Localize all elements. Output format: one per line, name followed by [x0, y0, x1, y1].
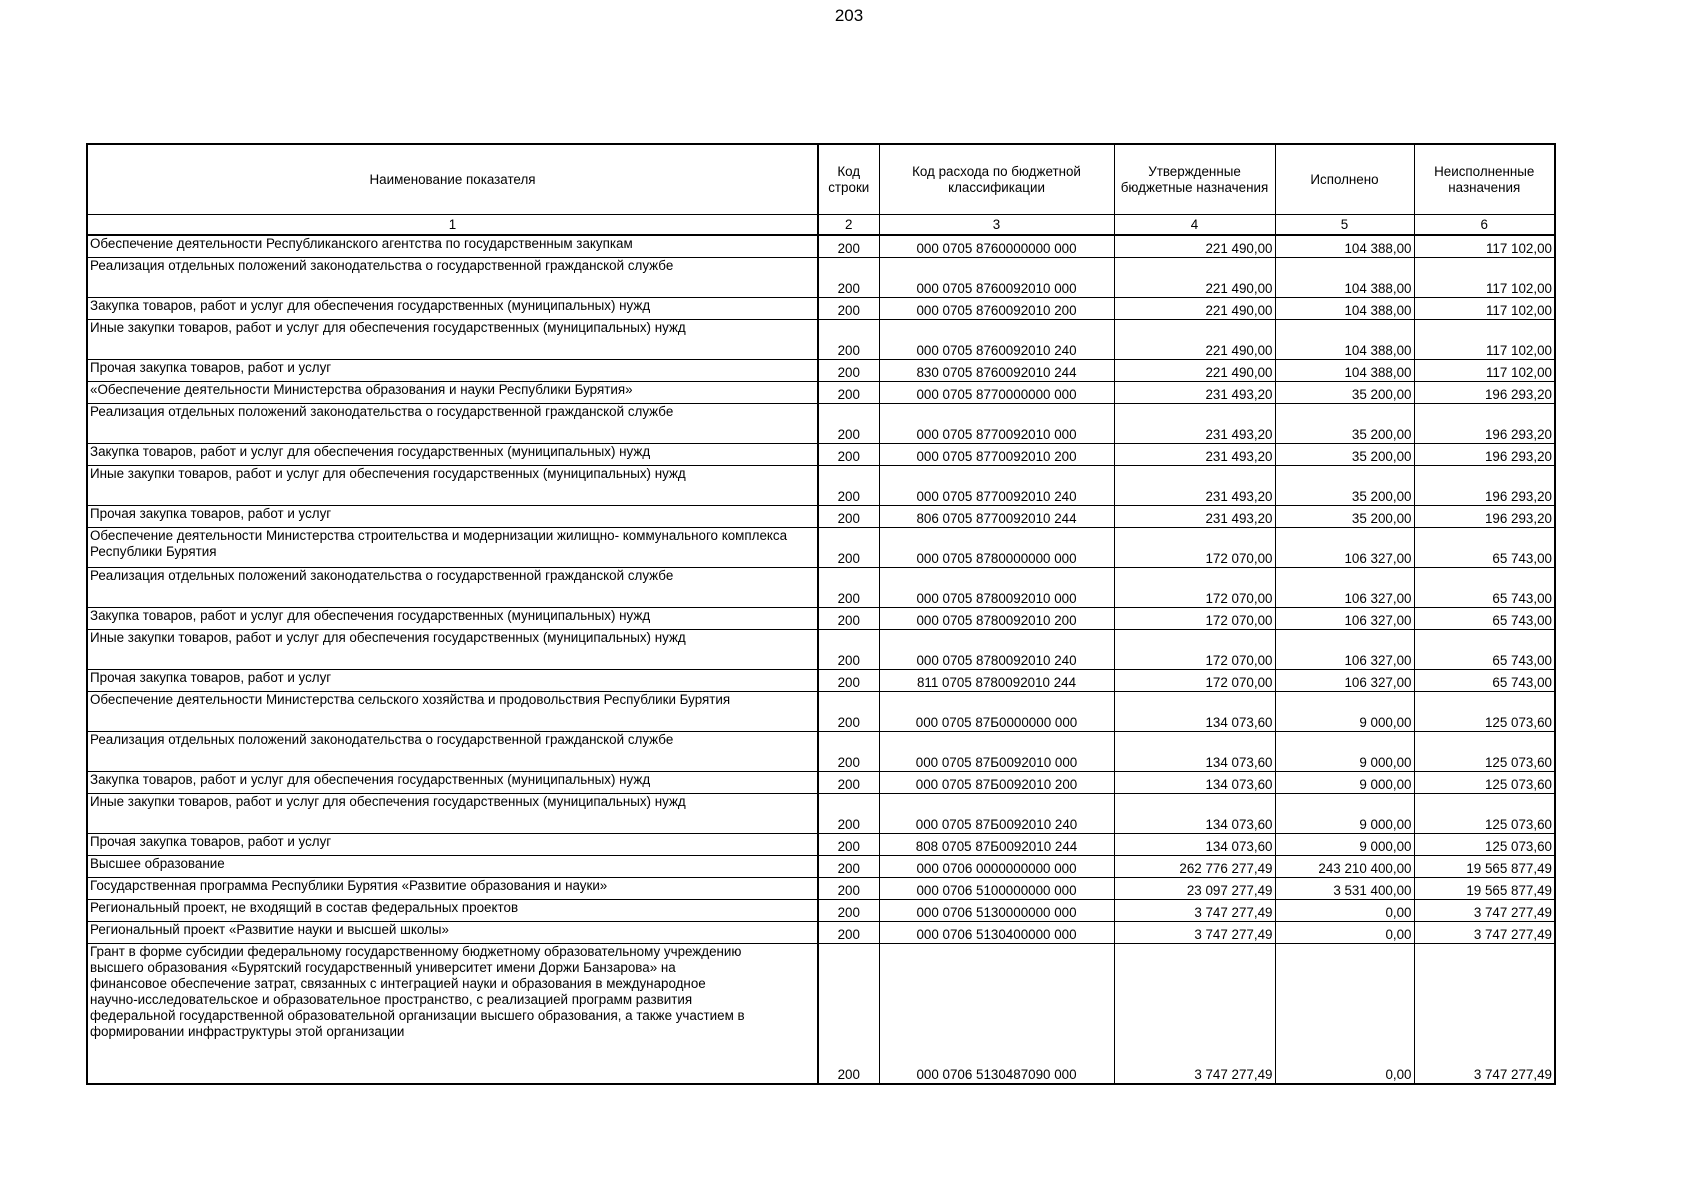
budget-code-cell: 000 0705 8760000000 000 — [879, 235, 1114, 257]
column-number: 1 — [87, 215, 818, 236]
line-code-cell: 200 — [818, 567, 879, 607]
header-budget-code: Код расхода по бюджетной классификации — [879, 144, 1114, 215]
line-code-cell: 200 — [818, 443, 879, 465]
table-row — [87, 403, 1555, 443]
unexecuted-amount-cell: 19 565 877,49 — [1414, 855, 1555, 877]
approved-amount-cell: 221 490,00 — [1114, 297, 1275, 319]
unexecuted-amount-cell: 125 073,60 — [1414, 833, 1555, 855]
approved-amount-cell: 231 493,20 — [1114, 505, 1275, 527]
unexecuted-amount-cell: 65 743,00 — [1414, 629, 1555, 669]
budget-code-cell: 000 0705 8780000000 000 — [879, 527, 1114, 567]
indicator-name-cell: Реализация отдельных положений законодательства о государственной гражданской службе — [87, 257, 818, 297]
column-number: 2 — [818, 215, 879, 236]
budget-code-cell: 830 0705 8760092010 244 — [879, 359, 1114, 381]
indicator-name-cell: Закупка товаров, работ и услуг для обеспечения государственных (муниципальных) нужд — [87, 771, 818, 793]
line-code-cell: 200 — [818, 297, 879, 319]
executed-amount-cell: 106 327,00 — [1275, 567, 1414, 607]
table-row — [87, 465, 1555, 505]
executed-amount-cell: 35 200,00 — [1275, 403, 1414, 443]
approved-amount-cell: 134 073,60 — [1114, 691, 1275, 731]
unexecuted-amount-cell: 65 743,00 — [1414, 669, 1555, 691]
unexecuted-amount-cell: 125 073,60 — [1414, 691, 1555, 731]
indicator-name-cell: «Обеспечение деятельности Министерства образования и науки Республики Бурятия» — [87, 381, 818, 403]
line-code-cell: 200 — [818, 877, 879, 899]
line-code-cell: 200 — [818, 943, 879, 1084]
table-row — [87, 899, 1555, 921]
indicator-name-cell: Высшее образование — [87, 855, 818, 877]
column-number: 4 — [1114, 215, 1275, 236]
budget-code-cell: 000 0705 8760092010 000 — [879, 257, 1114, 297]
line-code-cell: 200 — [818, 921, 879, 943]
approved-amount-cell: 172 070,00 — [1114, 629, 1275, 669]
indicator-name-cell: Реализация отдельных положений законодательства о государственной гражданской службе — [87, 403, 818, 443]
header-row — [87, 144, 1555, 215]
line-code-cell: 200 — [818, 319, 879, 359]
table-row — [87, 527, 1555, 567]
approved-amount-cell: 231 493,20 — [1114, 381, 1275, 403]
indicator-name-cell: Прочая закупка товаров, работ и услуг — [87, 359, 818, 381]
executed-amount-cell: 9 000,00 — [1275, 691, 1414, 731]
executed-amount-cell: 9 000,00 — [1275, 731, 1414, 771]
unexecuted-amount-cell: 125 073,60 — [1414, 793, 1555, 833]
approved-amount-cell: 172 070,00 — [1114, 669, 1275, 691]
table-row — [87, 319, 1555, 359]
indicator-name-cell: Реализация отдельных положений законодательства о государственной гражданской службе — [87, 567, 818, 607]
budget-code-cell: 000 0706 5130000000 000 — [879, 899, 1114, 921]
approved-amount-cell: 134 073,60 — [1114, 833, 1275, 855]
column-number-row — [87, 215, 1555, 236]
unexecuted-amount-cell: 3 747 277,49 — [1414, 899, 1555, 921]
unexecuted-amount-cell: 117 102,00 — [1414, 359, 1555, 381]
column-number: 5 — [1275, 215, 1414, 236]
approved-amount-cell: 172 070,00 — [1114, 607, 1275, 629]
line-code-cell: 200 — [818, 607, 879, 629]
budget-code-cell: 811 0705 8780092010 244 — [879, 669, 1114, 691]
table-row — [87, 505, 1555, 527]
budget-code-cell: 000 0706 5130487090 000 — [879, 943, 1114, 1084]
unexecuted-amount-cell: 196 293,20 — [1414, 465, 1555, 505]
line-code-cell: 200 — [818, 731, 879, 771]
table-row — [87, 669, 1555, 691]
budget-code-cell: 000 0705 8760092010 240 — [879, 319, 1114, 359]
line-code-cell: 200 — [818, 235, 879, 257]
unexecuted-amount-cell: 117 102,00 — [1414, 235, 1555, 257]
unexecuted-amount-cell: 3 747 277,49 — [1414, 943, 1555, 1084]
budget-code-cell: 000 0706 5100000000 000 — [879, 877, 1114, 899]
budget-code-cell: 000 0705 8780092010 240 — [879, 629, 1114, 669]
indicator-name-cell: Грант в форме субсидии федеральному государственному бюджетному образовательному учреждению высшего образования «Бурятский государственный университет имени Доржи Банзарова» на финансовое обеспечение затрат, связанных с интеграцией науки и образования в международное научно-исследовательское и образовательное пространство, с реализацией программ развития федеральной государственной образовательной организации высшего образования, а также участием в формировании инфраструктуры этой организации — [87, 943, 818, 1084]
line-code-cell: 200 — [818, 793, 879, 833]
indicator-name-cell: Прочая закупка товаров, работ и услуг — [87, 505, 818, 527]
unexecuted-amount-cell: 65 743,00 — [1414, 567, 1555, 607]
line-code-cell: 200 — [818, 527, 879, 567]
header-approved: Утвержденные бюджетные назначения — [1114, 144, 1275, 215]
unexecuted-amount-cell: 125 073,60 — [1414, 771, 1555, 793]
header-line-code: Код строки — [818, 144, 879, 215]
column-number: 6 — [1414, 215, 1555, 236]
budget-code-cell: 000 0706 5130400000 000 — [879, 921, 1114, 943]
budget-code-cell: 000 0705 87Б0000000 000 — [879, 691, 1114, 731]
table-row — [87, 731, 1555, 771]
executed-amount-cell: 243 210 400,00 — [1275, 855, 1414, 877]
budget-code-cell: 000 0705 8780092010 000 — [879, 567, 1114, 607]
approved-amount-cell: 231 493,20 — [1114, 443, 1275, 465]
column-number: 3 — [879, 215, 1114, 236]
budget-code-cell: 808 0705 87Б0092010 244 — [879, 833, 1114, 855]
unexecuted-amount-cell: 196 293,20 — [1414, 403, 1555, 443]
budget-code-cell: 806 0705 8770092010 244 — [879, 505, 1114, 527]
indicator-name-cell: Закупка товаров, работ и услуг для обеспечения государственных (муниципальных) нужд — [87, 607, 818, 629]
unexecuted-amount-cell: 196 293,20 — [1414, 505, 1555, 527]
approved-amount-cell: 221 490,00 — [1114, 359, 1275, 381]
approved-amount-cell: 231 493,20 — [1114, 403, 1275, 443]
header-unexecuted: Неисполненные назначения — [1414, 144, 1555, 215]
executed-amount-cell: 104 388,00 — [1275, 297, 1414, 319]
approved-amount-cell: 221 490,00 — [1114, 319, 1275, 359]
table-row — [87, 607, 1555, 629]
table-row — [87, 877, 1555, 899]
executed-amount-cell: 9 000,00 — [1275, 833, 1414, 855]
table-row — [87, 771, 1555, 793]
table-row — [87, 297, 1555, 319]
approved-amount-cell: 134 073,60 — [1114, 771, 1275, 793]
approved-amount-cell: 172 070,00 — [1114, 527, 1275, 567]
executed-amount-cell: 35 200,00 — [1275, 505, 1414, 527]
indicator-name-cell: Государственная программа Республики Бурятия «Развитие образования и науки» — [87, 877, 818, 899]
line-code-cell: 200 — [818, 771, 879, 793]
line-code-cell: 200 — [818, 669, 879, 691]
indicator-name-cell: Прочая закупка товаров, работ и услуг — [87, 833, 818, 855]
executed-amount-cell: 0,00 — [1275, 921, 1414, 943]
approved-amount-cell: 231 493,20 — [1114, 465, 1275, 505]
indicator-name-cell: Региональный проект «Развитие науки и высшей школы» — [87, 921, 818, 943]
table-row — [87, 567, 1555, 607]
executed-amount-cell: 9 000,00 — [1275, 793, 1414, 833]
table-row — [87, 833, 1555, 855]
table-body — [87, 235, 1555, 1084]
executed-amount-cell: 0,00 — [1275, 899, 1414, 921]
header-name: Наименование показателя — [87, 144, 818, 215]
budget-code-cell: 000 0705 8760092010 200 — [879, 297, 1114, 319]
unexecuted-amount-cell: 117 102,00 — [1414, 319, 1555, 359]
line-code-cell: 200 — [818, 691, 879, 731]
executed-amount-cell: 104 388,00 — [1275, 359, 1414, 381]
header-executed: Исполнено — [1275, 144, 1414, 215]
budget-code-cell: 000 0705 8780092010 200 — [879, 607, 1114, 629]
line-code-cell: 200 — [818, 257, 879, 297]
unexecuted-amount-cell: 117 102,00 — [1414, 257, 1555, 297]
table-row — [87, 691, 1555, 731]
table-row — [87, 921, 1555, 943]
executed-amount-cell: 104 388,00 — [1275, 319, 1414, 359]
line-code-cell: 200 — [818, 381, 879, 403]
unexecuted-amount-cell: 196 293,20 — [1414, 381, 1555, 403]
indicator-name-cell: Прочая закупка товаров, работ и услуг — [87, 669, 818, 691]
indicator-name-cell: Реализация отдельных положений законодательства о государственной гражданской службе — [87, 731, 818, 771]
executed-amount-cell: 106 327,00 — [1275, 629, 1414, 669]
budget-code-cell: 000 0705 8770092010 240 — [879, 465, 1114, 505]
approved-amount-cell: 221 490,00 — [1114, 257, 1275, 297]
indicator-name-cell: Иные закупки товаров, работ и услуг для обеспечения государственных (муниципальных) нужд — [87, 319, 818, 359]
executed-amount-cell: 35 200,00 — [1275, 443, 1414, 465]
indicator-name-cell: Обеспечение деятельности Министерства строительства и модернизации жилищно- коммунального комплекса Республики Бурятия — [87, 527, 818, 567]
line-code-cell: 200 — [818, 855, 879, 877]
approved-amount-cell: 134 073,60 — [1114, 793, 1275, 833]
unexecuted-amount-cell: 65 743,00 — [1414, 527, 1555, 567]
budget-execution-table — [86, 143, 1556, 1085]
line-code-cell: 200 — [818, 403, 879, 443]
approved-amount-cell: 262 776 277,49 — [1114, 855, 1275, 877]
approved-amount-cell: 221 490,00 — [1114, 235, 1275, 257]
approved-amount-cell: 3 747 277,49 — [1114, 943, 1275, 1084]
line-code-cell: 200 — [818, 505, 879, 527]
budget-code-cell: 000 0705 8770092010 000 — [879, 403, 1114, 443]
indicator-name-cell: Иные закупки товаров, работ и услуг для обеспечения государственных (муниципальных) нужд — [87, 629, 818, 669]
executed-amount-cell: 106 327,00 — [1275, 607, 1414, 629]
budget-code-cell: 000 0705 87Б0092010 000 — [879, 731, 1114, 771]
unexecuted-amount-cell: 19 565 877,49 — [1414, 877, 1555, 899]
approved-amount-cell: 3 747 277,49 — [1114, 921, 1275, 943]
approved-amount-cell: 3 747 277,49 — [1114, 899, 1275, 921]
executed-amount-cell: 35 200,00 — [1275, 381, 1414, 403]
approved-amount-cell: 172 070,00 — [1114, 567, 1275, 607]
unexecuted-amount-cell: 117 102,00 — [1414, 297, 1555, 319]
indicator-name-cell: Обеспечение деятельности Министерства сельского хозяйства и продовольствия Республики Бурятия — [87, 691, 818, 731]
indicator-name-cell: Иные закупки товаров, работ и услуг для обеспечения государственных (муниципальных) нужд — [87, 793, 818, 833]
table-row — [87, 359, 1555, 381]
table-row — [87, 443, 1555, 465]
executed-amount-cell: 106 327,00 — [1275, 669, 1414, 691]
table-row — [87, 381, 1555, 403]
budget-code-cell: 000 0706 0000000000 000 — [879, 855, 1114, 877]
table-row — [87, 257, 1555, 297]
budget-code-cell: 000 0705 8770000000 000 — [879, 381, 1114, 403]
executed-amount-cell: 0,00 — [1275, 943, 1414, 1084]
table-row — [87, 855, 1555, 877]
line-code-cell: 200 — [818, 359, 879, 381]
executed-amount-cell: 104 388,00 — [1275, 235, 1414, 257]
approved-amount-cell: 23 097 277,49 — [1114, 877, 1275, 899]
unexecuted-amount-cell: 125 073,60 — [1414, 731, 1555, 771]
table-row — [87, 943, 1555, 1084]
budget-code-cell: 000 0705 8770092010 200 — [879, 443, 1114, 465]
indicator-name-cell: Региональный проект, не входящий в состав федеральных проектов — [87, 899, 818, 921]
page-number: 203 — [834, 6, 864, 25]
indicator-name-cell: Иные закупки товаров, работ и услуг для обеспечения государственных (муниципальных) нужд — [87, 465, 818, 505]
line-code-cell: 200 — [818, 833, 879, 855]
executed-amount-cell: 104 388,00 — [1275, 257, 1414, 297]
budget-code-cell: 000 0705 87Б0092010 200 — [879, 771, 1114, 793]
executed-amount-cell: 3 531 400,00 — [1275, 877, 1414, 899]
unexecuted-amount-cell: 196 293,20 — [1414, 443, 1555, 465]
table-row — [87, 235, 1555, 257]
table-row — [87, 793, 1555, 833]
line-code-cell: 200 — [818, 899, 879, 921]
indicator-name-cell: Обеспечение деятельности Республиканского агентства по государственным закупкам — [87, 235, 818, 257]
budget-code-cell: 000 0705 87Б0092010 240 — [879, 793, 1114, 833]
table-row — [87, 629, 1555, 669]
executed-amount-cell: 9 000,00 — [1275, 771, 1414, 793]
line-code-cell: 200 — [818, 629, 879, 669]
line-code-cell: 200 — [818, 465, 879, 505]
unexecuted-amount-cell: 3 747 277,49 — [1414, 921, 1555, 943]
indicator-name-cell: Закупка товаров, работ и услуг для обеспечения государственных (муниципальных) нужд — [87, 443, 818, 465]
approved-amount-cell: 134 073,60 — [1114, 731, 1275, 771]
indicator-name-cell: Закупка товаров, работ и услуг для обеспечения государственных (муниципальных) нужд — [87, 297, 818, 319]
executed-amount-cell: 35 200,00 — [1275, 465, 1414, 505]
unexecuted-amount-cell: 65 743,00 — [1414, 607, 1555, 629]
executed-amount-cell: 106 327,00 — [1275, 527, 1414, 567]
